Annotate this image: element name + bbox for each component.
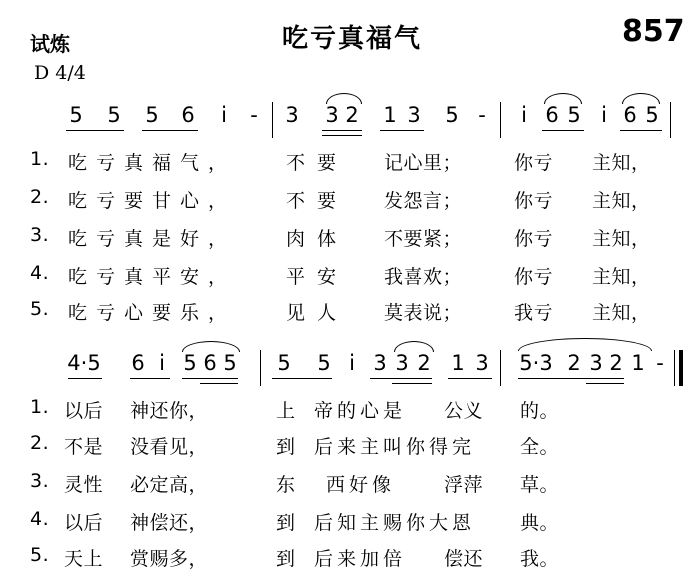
verse-3-line-1 xyxy=(0,224,700,252)
note: 5 xyxy=(145,103,159,127)
note: 6 xyxy=(181,103,195,127)
beam xyxy=(272,378,332,379)
lyric-text: 肉体 xyxy=(286,228,349,250)
beam xyxy=(68,378,102,379)
notation-line-2 xyxy=(0,350,700,394)
beam xyxy=(370,378,432,379)
lyric-text: 赏赐多， xyxy=(130,548,209,570)
key-signature: D 4/4 xyxy=(34,62,86,84)
slur xyxy=(182,341,240,352)
beam xyxy=(66,130,124,131)
verse-4-line-2 xyxy=(0,508,700,536)
lyric-text: 浮萍 xyxy=(444,474,484,496)
lyric-text: 的。 xyxy=(520,400,560,422)
verse-number: 3. xyxy=(30,470,50,492)
verse-number: 4. xyxy=(30,508,50,530)
lyric-text: 吃亏真是好， xyxy=(68,228,237,250)
lyric-text: 以后 xyxy=(64,512,104,534)
verse-number: 3. xyxy=(30,224,50,246)
note: 5 xyxy=(277,351,291,375)
lyric-text: 主知， xyxy=(592,190,651,212)
slur xyxy=(622,93,660,104)
verse-number: 2. xyxy=(30,186,50,208)
notation-line-1 xyxy=(0,102,700,146)
category-label: 试炼 xyxy=(30,32,70,56)
note: 5 xyxy=(223,351,237,375)
beam xyxy=(586,383,624,384)
verse-1-line-2 xyxy=(0,396,700,424)
note: 3 xyxy=(285,103,299,127)
verse-5-line-2 xyxy=(0,544,700,572)
final-bar-thick xyxy=(679,350,683,386)
hymn-number: 857 xyxy=(622,14,685,49)
lyric-text: 主知， xyxy=(592,228,651,250)
bar-line xyxy=(500,102,501,138)
lyric-text: 我亏 xyxy=(514,302,554,324)
note: 6 xyxy=(623,103,637,127)
note: i xyxy=(601,103,607,127)
verse-3-line-2 xyxy=(0,470,700,498)
lyric-text: 你亏 xyxy=(514,152,554,174)
lyric-text: 发怨言； xyxy=(384,190,463,212)
lyric-text: 平安 xyxy=(286,266,349,288)
note: 5 xyxy=(69,103,83,127)
lyric-text: 灵性 xyxy=(64,474,104,496)
note: 6 xyxy=(131,351,145,375)
lyric-text: 没看见， xyxy=(130,436,209,458)
lyric-text: 必定高， xyxy=(130,474,209,496)
note: i xyxy=(349,351,355,375)
note: i xyxy=(159,351,165,375)
slur xyxy=(326,93,362,104)
lyric-text: 不要 xyxy=(286,190,349,212)
verse-number: 1. xyxy=(30,148,50,170)
lyric-text: 后知主赐你大恩 xyxy=(314,512,476,534)
note: 5·3 xyxy=(519,351,553,375)
lyric-text: 到 xyxy=(276,512,296,534)
note: i xyxy=(221,103,227,127)
hymn-title: 吃亏真福气 xyxy=(282,24,423,54)
note: - xyxy=(250,103,258,127)
lyric-text: 不要紧； xyxy=(384,228,463,250)
lyric-text: 神偿还， xyxy=(130,512,209,534)
beam xyxy=(182,378,238,379)
verse-2-line-1 xyxy=(0,186,700,214)
beam xyxy=(542,130,584,131)
lyric-text: 吃亏真平安， xyxy=(68,266,237,288)
verse-2-line-2 xyxy=(0,432,700,460)
lyric-text: 主知， xyxy=(592,266,651,288)
lyric-text: 天上 xyxy=(64,548,104,570)
lyric-text: 以后 xyxy=(64,400,104,422)
note: 3 xyxy=(475,351,489,375)
lyric-text: 到 xyxy=(276,548,296,570)
lyric-text: 偿还 xyxy=(444,548,484,570)
note: 5 xyxy=(183,351,197,375)
lyric-text: 上 xyxy=(276,400,296,422)
lyric-text: 吃亏要甘心， xyxy=(68,190,237,212)
lyric-text: 草。 xyxy=(520,474,560,496)
lyric-text: 主知， xyxy=(592,152,651,174)
verse-number: 2. xyxy=(30,432,50,454)
note: 6 xyxy=(203,351,217,375)
beam xyxy=(620,130,662,131)
lyric-text: 西好像 xyxy=(326,474,396,496)
lyric-text: 不要 xyxy=(286,152,349,174)
verse-number: 1. xyxy=(30,396,50,418)
note: 3 xyxy=(395,351,409,375)
slur xyxy=(544,93,582,104)
note: 5 xyxy=(445,103,459,127)
verse-number: 4. xyxy=(30,262,50,284)
lyric-text: 典。 xyxy=(520,512,560,534)
beam xyxy=(130,378,170,379)
note: - xyxy=(656,351,664,375)
lyric-text: 记心里； xyxy=(384,152,463,174)
lyric-text: 你亏 xyxy=(514,228,554,250)
note: 1 xyxy=(451,351,465,375)
lyric-text: 全。 xyxy=(520,436,560,458)
lyric-text: 我。 xyxy=(520,548,560,570)
note: 6 xyxy=(545,103,559,127)
note: i xyxy=(521,103,527,127)
bar-line xyxy=(500,350,501,386)
lyric-text: 吃亏心要乐， xyxy=(68,302,237,324)
lyric-text: 莫表说； xyxy=(384,302,463,324)
lyric-text: 你亏 xyxy=(514,190,554,212)
slur xyxy=(518,338,652,351)
note: 2 xyxy=(417,351,431,375)
note: 5 xyxy=(567,103,581,127)
lyric-text: 东 xyxy=(276,474,296,496)
beam xyxy=(142,130,198,131)
note: 2 xyxy=(567,351,581,375)
note: 5 xyxy=(317,351,331,375)
lyric-text: 不是 xyxy=(64,436,104,458)
note: 3 xyxy=(589,351,603,375)
lyric-text: 神还你， xyxy=(130,400,209,422)
note: 1 xyxy=(383,103,397,127)
lyric-text: 后来主叫你得完 xyxy=(314,436,476,458)
note: 2 xyxy=(345,103,359,127)
beam xyxy=(392,383,432,384)
verse-number: 5. xyxy=(30,298,50,320)
verse-number: 5. xyxy=(30,544,50,566)
bar-line xyxy=(272,102,273,138)
lyric-text: 你亏 xyxy=(514,266,554,288)
bar-line xyxy=(670,102,671,138)
lyric-text: 帝的心是 xyxy=(314,400,407,422)
beam xyxy=(380,130,424,131)
note: 2 xyxy=(609,351,623,375)
beam xyxy=(322,130,362,131)
lyric-text: 主知， xyxy=(592,302,651,324)
note: 5 xyxy=(645,103,659,127)
beam xyxy=(200,383,238,384)
lyric-text: 我喜欢； xyxy=(384,266,463,288)
note: 3 xyxy=(373,351,387,375)
lyric-text: 见人 xyxy=(286,302,349,324)
beam xyxy=(448,378,492,379)
lyric-text: 到 xyxy=(276,436,296,458)
final-bar-thin xyxy=(674,350,676,386)
note: 3 xyxy=(325,103,339,127)
lyric-text: 后来加倍 xyxy=(314,548,407,570)
verse-4-line-1 xyxy=(0,262,700,290)
slur xyxy=(394,341,434,352)
beam xyxy=(322,135,362,136)
beam xyxy=(518,378,624,379)
note: 1 xyxy=(631,351,645,375)
note: 3 xyxy=(407,103,421,127)
note: - xyxy=(478,103,486,127)
verse-1-line-1 xyxy=(0,148,700,176)
lyric-text: 公义 xyxy=(444,400,484,422)
note: 5 xyxy=(107,103,121,127)
verse-5-line-1 xyxy=(0,298,700,326)
bar-line xyxy=(260,350,261,386)
note: 4·5 xyxy=(67,351,101,375)
lyric-text: 吃亏真福气， xyxy=(68,152,237,174)
